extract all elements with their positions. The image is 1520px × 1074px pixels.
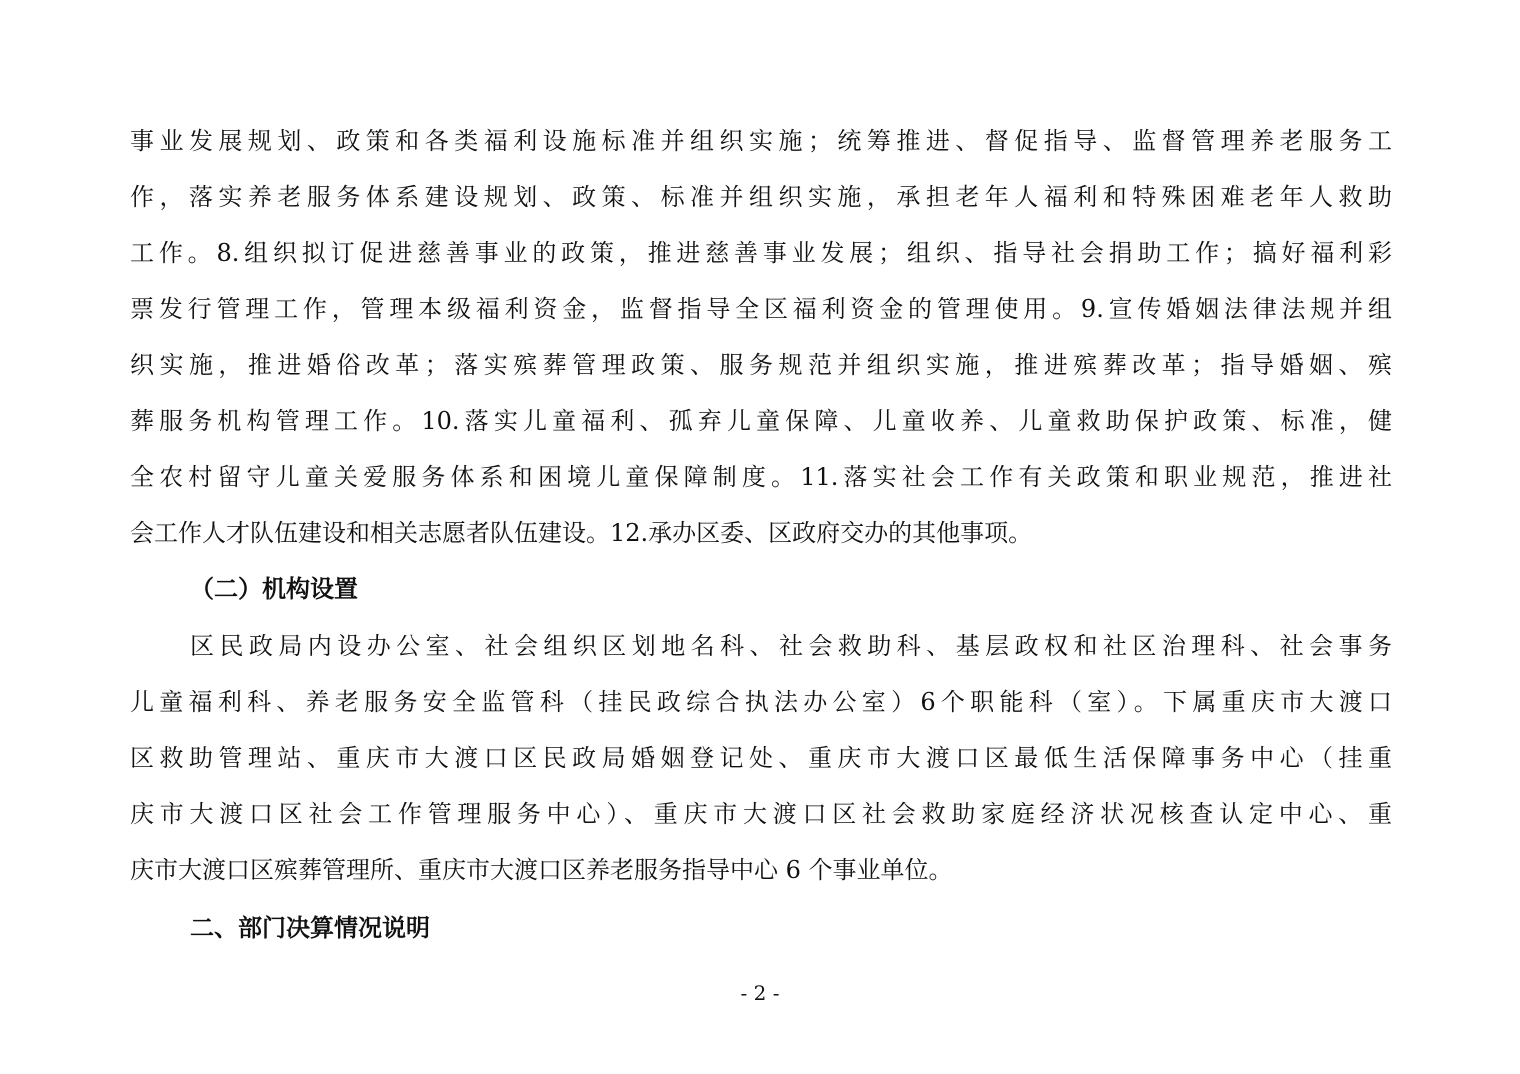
paragraph-2-line-5: 庆市大渡口区殡葬管理所、重庆市大渡口区养老服务指导中心 6 个事业单位。 bbox=[130, 856, 953, 884]
paragraph-1-line-4: 票发行管理工作，管理本级福利资金，监督指导全区福利资金的管理使用。9.宣传婚姻法律法规并组 bbox=[130, 295, 1392, 323]
section-heading-final-accounts: 二、部门决算情况说明 bbox=[190, 914, 430, 942]
paragraph-1-line-7: 全农村留守儿童关爱服务体系和困境儿童保障制度。11.落实社会工作有关政策和职业规范，推进社 bbox=[130, 463, 1392, 491]
paragraph-1-line-8: 会工作人才队伍建设和相关志愿者队伍建设。12.承办区委、区政府交办的其他事项。 bbox=[130, 519, 1033, 547]
page-number: - 2 - bbox=[740, 981, 780, 1005]
paragraph-1-line-2: 作，落实养老服务体系建设规划、政策、标准并组织实施，承担老年人福利和特殊困难老年人救助 bbox=[130, 183, 1392, 211]
paragraph-1-line-3: 工作。8.组织拟订促进慈善事业的政策，推进慈善事业发展；组织、指导社会捐助工作；搞好福利彩 bbox=[130, 239, 1392, 267]
paragraph-2-line-4: 庆市大渡口区社会工作管理服务中心）、重庆市大渡口区社会救助家庭经济状况核查认定中心、重 bbox=[130, 800, 1392, 828]
paragraph-2-line-2: 儿童福利科、养老服务安全监管科（挂民政综合执法办公室）6个职能科（室）。下属重庆市大渡口 bbox=[130, 688, 1392, 716]
paragraph-1-line-6: 葬服务机构管理工作。10.落实儿童福利、孤弃儿童保障、儿童收养、儿童救助保护政策、标准，健 bbox=[130, 407, 1392, 435]
section-heading-institutions: （二）机构设置 bbox=[190, 575, 358, 603]
paragraph-1-line-1: 事业发展规划、政策和各类福利设施标准并组织实施；统筹推进、督促指导、监督管理养老服务工 bbox=[130, 127, 1392, 155]
paragraph-2-line-1: 区民政局内设办公室、社会组织区划地名科、社会救助科、基层政权和社区治理科、社会事务 bbox=[190, 632, 1392, 660]
paragraph-1-line-5: 织实施，推进婚俗改革；落实殡葬管理政策、服务规范并组织实施，推进殡葬改革；指导婚姻、殡 bbox=[130, 351, 1392, 379]
paragraph-2-line-3: 区救助管理站、重庆市大渡口区民政局婚姻登记处、重庆市大渡口区最低生活保障事务中心（挂重 bbox=[130, 744, 1392, 772]
